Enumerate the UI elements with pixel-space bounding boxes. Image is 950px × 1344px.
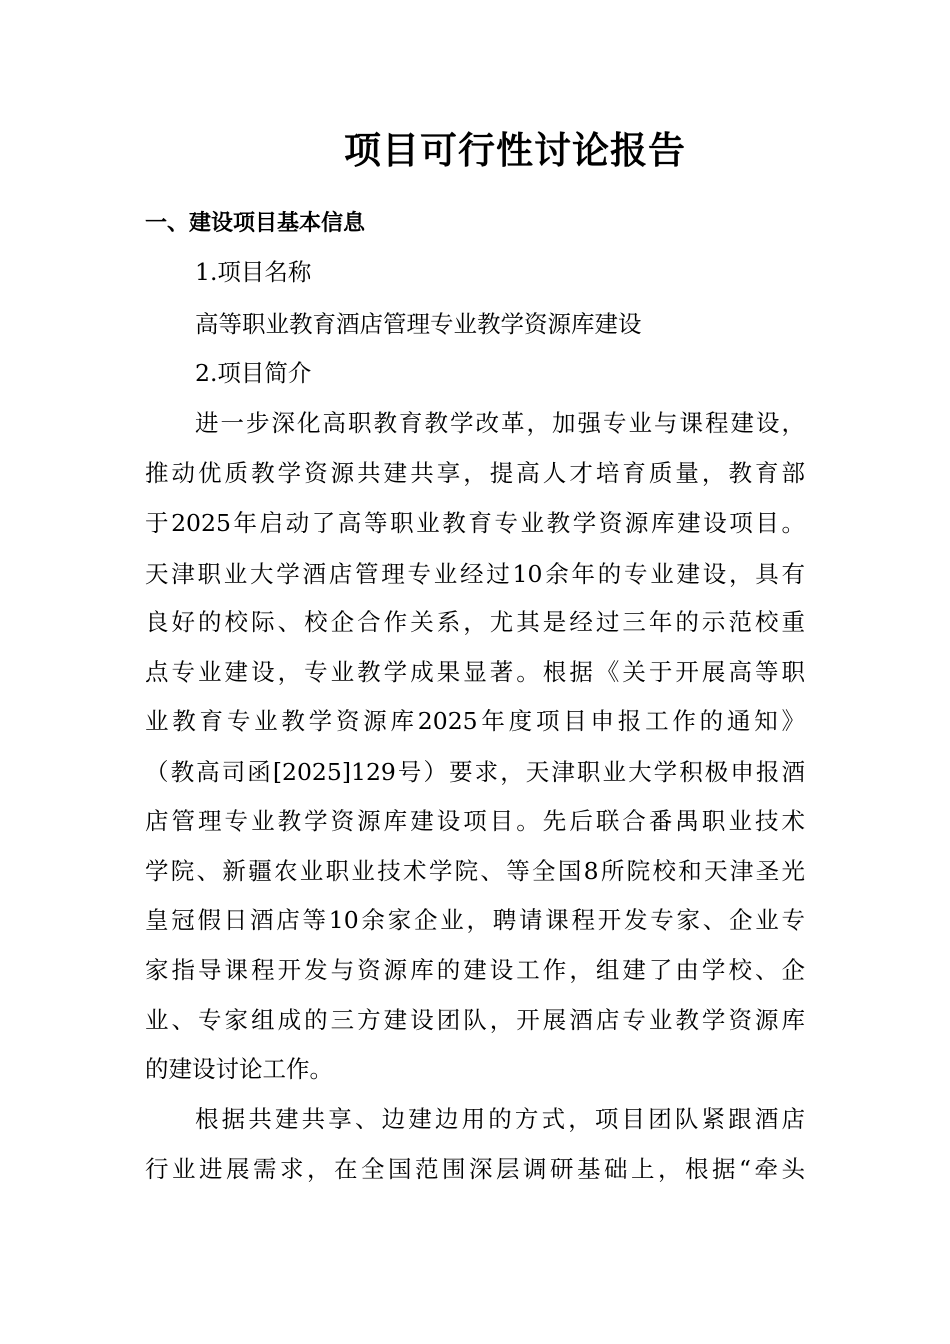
paragraph-line: 点专业建设，专业教学成果显著。根据《关于开展高等职	[145, 658, 805, 686]
paragraph-line: 天津职业大学酒店管理专业经过10余年的专业建设，具有	[145, 560, 805, 588]
paragraph-line: 行业进展需求，在全国范围深层调研基础上，根据“牵头	[145, 1155, 805, 1183]
paragraph-line: 根据共建共享、边建边用的方式，项目团队紧跟酒店	[195, 1105, 805, 1133]
paragraph-line: 皇冠假日酒店等10余家企业，聘请课程开发专家、企业专	[145, 906, 805, 934]
paragraph-line: 业教育专业教学资源库2025年度项目申报工作的通知》	[145, 707, 805, 735]
paragraph-line: 进一步深化高职教育教学改革，加强专业与课程建设，	[195, 409, 805, 437]
paragraph-line: 业、专家组成的三方建设团队，开展酒店专业教学资源库	[145, 1006, 805, 1034]
paragraph-line: 的建设讨论工作。	[145, 1055, 333, 1083]
document-title: 项目可行性讨论报告	[344, 129, 686, 172]
paragraph-line: 学院、新疆农业职业技术学院、等全国8所院校和天津圣光	[145, 857, 805, 885]
paragraph-line: 推动优质教学资源共建共享，提高人才培育质量，教育部	[145, 459, 805, 487]
section-heading: 一、建设项目基本信息	[145, 211, 366, 236]
paragraph-line: 良好的校际、校企合作关系，尤其是经过三年的示范校重	[145, 608, 805, 636]
paragraph-line: 店管理专业教学资源库建设项目。先后联合番禺职业技术	[145, 807, 805, 835]
item-value: 高等职业教育酒店管理专业教学资源库建设	[195, 310, 642, 338]
paragraph-line: 于2025年启动了高等职业教育专业教学资源库建设项目。	[145, 509, 805, 537]
paragraph-line: 家指导课程开发与资源库的建设工作，组建了由学校、企	[145, 956, 805, 984]
item-label: 2.项目简介	[195, 359, 312, 387]
item-label: 1.项目名称	[195, 258, 312, 286]
paragraph-line: （教高司函[2025]129号）要求，天津职业大学积极申报酒	[145, 758, 805, 786]
